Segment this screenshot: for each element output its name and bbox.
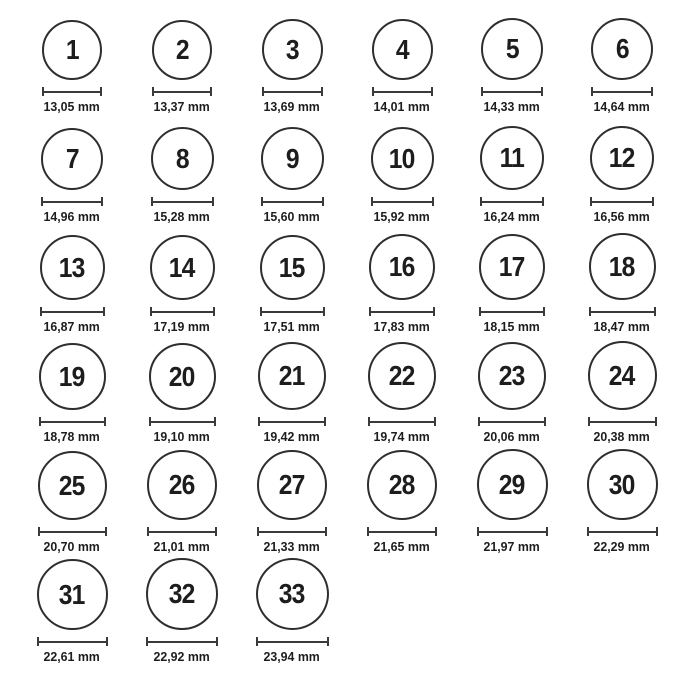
diameter-ruler-line [483, 91, 541, 93]
diameter-ruler-line [373, 201, 432, 203]
diameter-label: 15,92 mm [373, 209, 431, 224]
diameter-ruler-line [370, 421, 434, 423]
ring-size-number: 15 [279, 251, 305, 283]
ring-size-item [17, 448, 127, 558]
ring-size-item [237, 8, 347, 118]
diameter-ruler [39, 417, 106, 426]
diameter-ruler-line [39, 641, 106, 643]
ring-circle [256, 558, 329, 630]
ring-size-number: 33 [279, 578, 305, 610]
diameter-ruler [479, 307, 545, 316]
ring-circle [481, 18, 543, 80]
ring-circle [152, 20, 212, 80]
diameter-ruler-line [152, 311, 213, 313]
ring-size-number: 26 [169, 469, 195, 500]
ring-size-item [457, 228, 567, 338]
diameter-ruler-line [590, 421, 655, 423]
ring-size-number: 4 [395, 33, 409, 65]
diameter-ruler [38, 527, 107, 536]
diameter-ruler [37, 637, 108, 646]
ring-size-number: 12 [609, 142, 635, 173]
ring-size-item [127, 558, 237, 668]
diameter-ruler-line [264, 91, 321, 93]
diameter-ruler [367, 527, 437, 536]
diameter-ruler [589, 307, 656, 316]
diameter-ruler [369, 307, 435, 316]
ring-circle [478, 342, 546, 410]
diameter-label: 20,38 mm [593, 429, 651, 444]
diameter-label: 14,01 mm [373, 99, 431, 114]
ring-circle [372, 19, 433, 80]
diameter-ruler [258, 417, 326, 426]
diameter-label: 21,01 mm [153, 539, 211, 554]
diameter-ruler [40, 307, 105, 316]
ring-size-number: 6 [615, 33, 629, 64]
diameter-label: 15,28 mm [153, 209, 211, 224]
diameter-ruler [146, 637, 218, 646]
diameter-label: 22,92 mm [153, 649, 211, 664]
diameter-ruler [152, 87, 212, 96]
ring-size-number: 22 [389, 360, 415, 391]
ring-size-item [347, 8, 457, 118]
diameter-ruler-line [480, 421, 544, 423]
ring-size-item [567, 228, 677, 338]
ring-circle [40, 235, 105, 300]
diameter-ruler [150, 307, 215, 316]
diameter-label: 18,47 mm [593, 319, 651, 334]
diameter-ruler-line [369, 531, 435, 533]
ring-size-number: 8 [175, 142, 189, 174]
diameter-ruler-line [592, 201, 652, 203]
ring-size-item [127, 8, 237, 118]
ring-size-number: 29 [499, 468, 525, 500]
diameter-ruler [257, 527, 327, 536]
diameter-ruler [477, 527, 548, 536]
ring-size-number: 23 [499, 360, 525, 391]
diameter-ruler [256, 637, 329, 646]
ring-size-row [17, 8, 700, 118]
diameter-label: 13,69 mm [263, 99, 321, 114]
diameter-ruler [149, 417, 216, 426]
ring-size-item [17, 118, 127, 228]
ring-size-item [457, 8, 567, 118]
diameter-ruler-line [263, 201, 322, 203]
ring-circle [479, 234, 545, 300]
diameter-label: 15,60 mm [263, 209, 321, 224]
ring-size-item [17, 338, 127, 448]
ring-circle [591, 18, 653, 80]
diameter-ruler-line [148, 641, 216, 643]
ring-size-number: 5 [505, 33, 519, 64]
ring-size-number: 31 [59, 578, 85, 610]
ring-size-item [347, 338, 457, 448]
ring-circle [261, 127, 324, 190]
ring-circle [368, 342, 436, 410]
diameter-ruler-line [593, 91, 651, 93]
ring-circle [37, 559, 108, 630]
ring-size-number: 18 [609, 250, 635, 282]
ring-size-item [237, 228, 347, 338]
ring-circle [149, 343, 216, 410]
diameter-ruler [481, 87, 543, 96]
ring-circle [146, 558, 218, 630]
diameter-ruler [587, 527, 658, 536]
ring-size-item [237, 558, 347, 668]
diameter-ruler [478, 417, 546, 426]
diameter-ruler [588, 417, 657, 426]
ring-size-number: 32 [169, 578, 195, 609]
diameter-ruler [41, 197, 103, 206]
diameter-ruler [147, 527, 217, 536]
diameter-label: 20,70 mm [43, 539, 101, 554]
ring-size-number: 24 [609, 359, 635, 391]
ring-size-row [17, 448, 700, 558]
diameter-label: 19,74 mm [373, 429, 431, 444]
ring-size-number: 9 [285, 142, 299, 174]
diameter-label: 18,78 mm [43, 429, 101, 444]
ring-size-number: 14 [169, 251, 195, 283]
diameter-label: 19,42 mm [263, 429, 321, 444]
ring-circle [477, 449, 548, 520]
ring-size-item [567, 448, 677, 558]
diameter-label: 19,10 mm [153, 429, 211, 444]
diameter-label: 16,56 mm [593, 209, 651, 224]
diameter-ruler-line [44, 91, 100, 93]
diameter-ruler-line [481, 311, 543, 313]
ring-circle [257, 450, 327, 520]
ring-size-item [567, 118, 677, 228]
diameter-label: 20,06 mm [483, 429, 541, 444]
diameter-ruler [42, 87, 102, 96]
ring-circle [367, 450, 437, 520]
ring-size-item [347, 228, 457, 338]
ring-size-item [347, 118, 457, 228]
ring-circle [480, 126, 544, 190]
ring-size-item [457, 338, 567, 448]
diameter-label: 16,24 mm [483, 209, 541, 224]
diameter-ruler-line [43, 201, 101, 203]
ring-size-row [17, 118, 700, 228]
diameter-ruler-line [371, 311, 433, 313]
ring-circle [369, 234, 435, 300]
diameter-label: 17,83 mm [373, 319, 431, 334]
ring-size-item [347, 448, 457, 558]
diameter-ruler-line [260, 421, 324, 423]
ring-size-item [127, 228, 237, 338]
diameter-ruler-line [149, 531, 215, 533]
ring-size-number: 17 [499, 251, 525, 282]
diameter-ruler-line [151, 421, 214, 423]
ring-size-number: 3 [285, 33, 299, 65]
ring-circle [42, 20, 102, 80]
diameter-ruler [372, 87, 433, 96]
ring-circle [371, 127, 434, 190]
diameter-label: 22,61 mm [43, 649, 101, 664]
diameter-ruler [590, 197, 654, 206]
diameter-label: 18,15 mm [483, 319, 541, 334]
ring-size-number: 1 [65, 34, 79, 65]
ring-circle [150, 235, 215, 300]
ring-size-item [17, 8, 127, 118]
ring-size-item [17, 558, 127, 668]
diameter-label: 17,51 mm [263, 319, 321, 334]
diameter-label: 14,33 mm [483, 99, 541, 114]
diameter-ruler-line [591, 311, 654, 313]
ring-circle [260, 235, 325, 300]
diameter-ruler [371, 197, 434, 206]
diameter-label: 21,65 mm [373, 539, 431, 554]
diameter-ruler-line [153, 201, 212, 203]
diameter-ruler-line [262, 311, 323, 313]
ring-size-item [237, 338, 347, 448]
ring-circle [151, 127, 214, 190]
ring-size-item [567, 338, 677, 448]
ring-circle [590, 126, 654, 190]
ring-circle [147, 450, 217, 520]
ring-circle [39, 343, 106, 410]
ring-size-number: 16 [389, 251, 415, 282]
ring-size-row [17, 338, 700, 448]
diameter-ruler [261, 197, 324, 206]
diameter-ruler-line [482, 201, 542, 203]
diameter-ruler-line [154, 91, 210, 93]
diameter-label: 13,37 mm [153, 99, 211, 114]
ring-size-item [127, 118, 237, 228]
diameter-ruler [262, 87, 323, 96]
diameter-label: 21,33 mm [263, 539, 321, 554]
ring-size-item [237, 448, 347, 558]
ring-size-number: 25 [59, 469, 85, 501]
ring-size-number: 7 [65, 143, 79, 174]
diameter-label: 14,96 mm [43, 209, 101, 224]
ring-size-item [237, 118, 347, 228]
ring-size-row [17, 228, 700, 338]
ring-size-row [17, 558, 700, 668]
diameter-ruler-line [259, 531, 325, 533]
diameter-ruler [480, 197, 544, 206]
ring-circle [41, 128, 103, 190]
ring-size-item [457, 118, 567, 228]
ring-circle [589, 233, 656, 300]
ring-circle [587, 449, 658, 520]
ring-size-item [127, 448, 237, 558]
ring-circle [588, 341, 657, 410]
ring-size-number: 21 [279, 360, 305, 391]
diameter-ruler-line [479, 531, 546, 533]
ring-size-number: 27 [279, 469, 305, 500]
ring-size-item [17, 228, 127, 338]
ring-circle [38, 451, 107, 520]
ring-size-number: 28 [389, 469, 415, 500]
ring-size-number: 20 [169, 360, 195, 392]
diameter-ruler-line [41, 421, 104, 423]
diameter-label: 21,97 mm [483, 539, 541, 554]
diameter-ruler-line [589, 531, 656, 533]
diameter-ruler-line [42, 311, 103, 313]
ring-size-number: 10 [389, 142, 415, 174]
diameter-label: 13,05 mm [43, 99, 101, 114]
diameter-label: 16,87 mm [43, 319, 101, 334]
ring-size-item [457, 448, 567, 558]
ring-size-item [127, 338, 237, 448]
diameter-ruler [368, 417, 436, 426]
diameter-ruler-line [374, 91, 431, 93]
diameter-ruler-line [258, 641, 327, 643]
diameter-label: 14,64 mm [593, 99, 651, 114]
ring-size-item [567, 8, 677, 118]
ring-size-number: 11 [499, 142, 525, 173]
diameter-ruler [260, 307, 325, 316]
ring-circle [258, 342, 326, 410]
diameter-label: 17,19 mm [153, 319, 211, 334]
ring-size-number: 30 [609, 468, 635, 500]
diameter-label: 22,29 mm [593, 539, 651, 554]
diameter-ruler [591, 87, 653, 96]
ring-size-number: 19 [59, 360, 85, 392]
diameter-ruler [151, 197, 214, 206]
ring-size-number: 2 [175, 34, 189, 65]
ring-size-number: 13 [59, 251, 85, 283]
diameter-label: 23,94 mm [263, 649, 321, 664]
ring-circle [262, 19, 323, 80]
diameter-ruler-line [40, 531, 105, 533]
